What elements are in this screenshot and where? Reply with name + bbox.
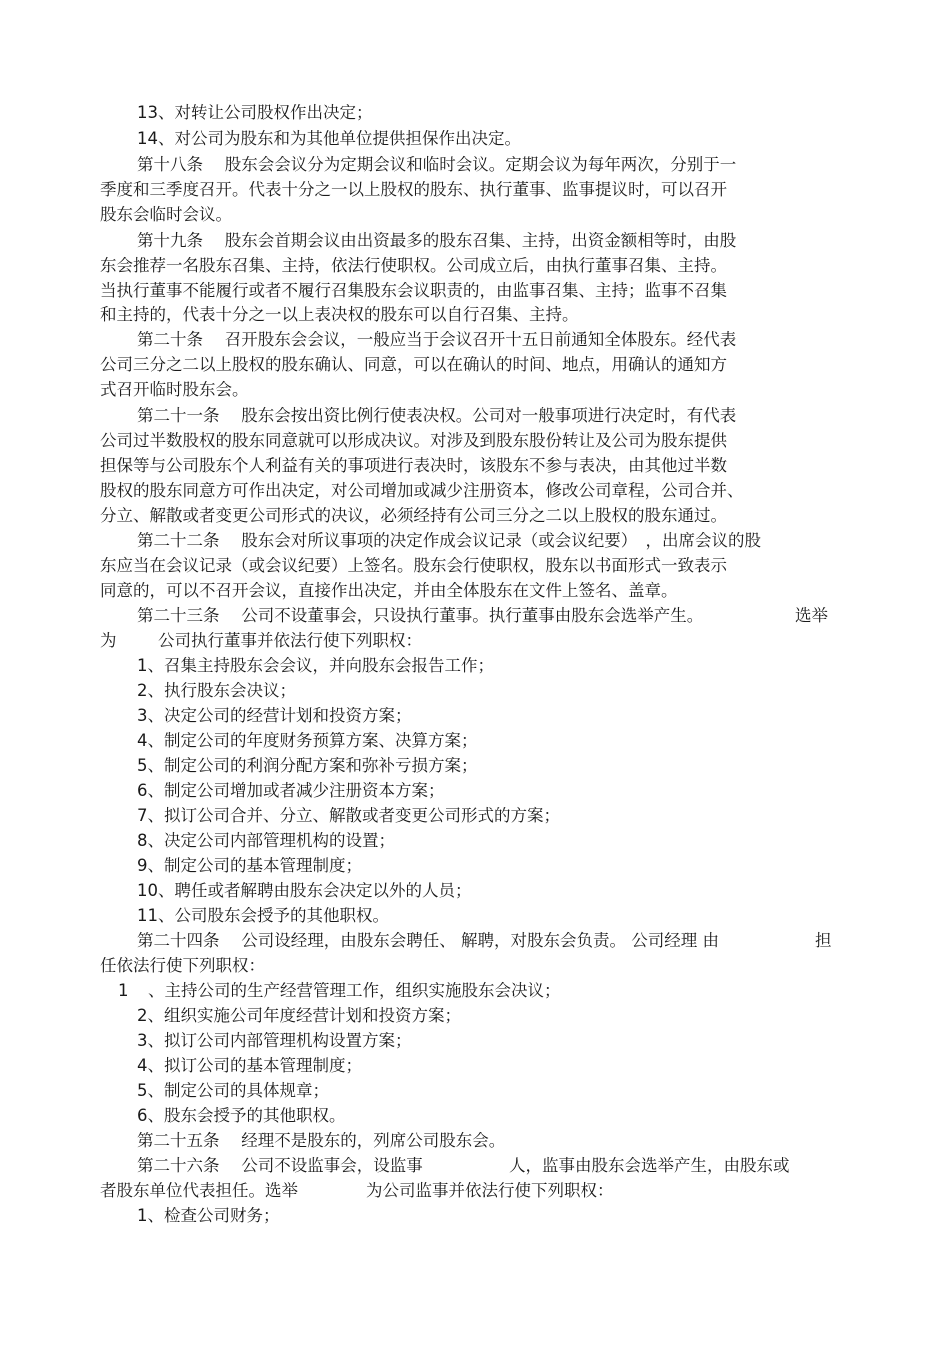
list-item: 2、执行股东会决议； — [137, 681, 296, 700]
text-line: 者股东单位代表担任。选举 — [100, 1181, 298, 1200]
text-line: 第十八条 股东会会议分为定期会议和临时会议。定期会议为每年两次，分别于一 — [137, 155, 737, 174]
text-line: 13、对转让公司股权作出决定； — [137, 103, 373, 122]
list-item: 7、拟订公司合并、分立、解散或者变更公司形式的方案； — [137, 806, 560, 825]
text-line: 同意的，可以不召开会议，直接作出决定，并由全体股东在文件上签名、盖章。 — [100, 581, 678, 600]
text-line: 担保等与公司股东个人利益有关的事项进行表决时，该股东不参与表决，由其他过半数 — [100, 456, 727, 475]
text-line: 东应当在会议记录（或会议纪要）上签名。股东会行使职权，股东以书面形式一致表示 — [100, 556, 727, 575]
text-line: 选举 — [795, 606, 828, 625]
list-item: 11、公司股东会授予的其他职权。 — [137, 906, 389, 925]
text-line: 第二十条 召开股东会会议，一般应当于会议召开十五日前通知全体股东。经代表 — [137, 330, 737, 349]
text-line: 第二十四条 公司设经理，由股东会聘任、 解聘，对股东会负责。 公司经理 由 — [137, 931, 719, 950]
list-item: 1、检查公司财务； — [137, 1206, 280, 1225]
list-item: 6、制定公司增加或者减少注册资本方案； — [137, 781, 445, 800]
list-item: 1、召集主持股东会会议，并向股东会报告工作； — [137, 656, 494, 675]
text-line: 公司三分之二以上股权的股东确认、同意，可以在确认的时间、地点，用确认的通知方 — [100, 355, 727, 374]
list-item: 6、股东会授予的其他职权。 — [137, 1106, 346, 1125]
text-line: 和主持的，代表十分之一以上表决权的股东可以自行召集、主持。 — [100, 305, 579, 324]
text-line: 任依法行使下列职权： — [100, 956, 265, 975]
text-line: 为公司监事并依法行使下列职权： — [366, 1181, 614, 1200]
list-item: 9、制定公司的基本管理制度； — [137, 856, 362, 875]
text-line: 分立、解散或者变更公司形式的决议，必须经持有公司三分之二以上股权的股东通过。 — [100, 506, 727, 525]
list-item: 4、拟订公司的基本管理制度； — [137, 1056, 362, 1075]
list-item: 5、制定公司的利润分配方案和弥补亏损方案； — [137, 756, 478, 775]
text-line: 第十九条 股东会首期会议由出资最多的股东召集、主持，出资金额相等时，由股 — [137, 231, 737, 250]
list-item: 5、制定公司的具体规章； — [137, 1081, 329, 1100]
text-line: 当执行董事不能履行或者不履行召集股东会议职责的，由监事召集、主持；监事不召集 — [100, 281, 727, 300]
text-line: 为 — [100, 631, 117, 650]
text-line: 第二十六条 公司不设监事会，设监事 — [137, 1156, 423, 1175]
text-line: 股东会临时会议。 — [100, 205, 232, 224]
text-line: 第二十五条 经理不是股东的，列席公司股东会。 — [137, 1131, 506, 1150]
text-line: 式召开临时股东会。 — [100, 380, 249, 399]
list-item-number: 1 — [118, 981, 129, 1000]
text-line: 第二十二条 股东会对所议事项的决定作成会议记录（或会议纪要） ，出席会议的股 — [137, 531, 761, 550]
list-item: 3、拟订公司内部管理机构设置方案； — [137, 1031, 412, 1050]
text-line: 14、对公司为股东和为其他单位提供担保作出决定。 — [137, 129, 521, 148]
text-line: 季度和三季度召开。代表十分之一以上股权的股东、执行董事、监事提议时，可以召开 — [100, 180, 727, 199]
text-line: 第二十三条 公司不设董事会，只设执行董事。执行董事由股东会选举产生。 — [137, 606, 704, 625]
list-item: 10、聘任或者解聘由股东会决定以外的人员； — [137, 881, 472, 900]
list-item: 8、决定公司内部管理机构的设置； — [137, 831, 395, 850]
text-line: 公司过半数股权的股东同意就可以形成决议。对涉及到股东股份转让及公司为股东提供 — [100, 431, 727, 450]
list-item: 、主持公司的生产经营管理工作，组织实施股东会决议； — [148, 981, 561, 1000]
text-line: 东会推荐一名股东召集、主持，依法行使职权。公司成立后，由执行董事召集、主持。 — [100, 256, 727, 275]
text-line: 人，监事由股东会选举产生，由股东或 — [509, 1156, 790, 1175]
text-line: 担 — [815, 931, 832, 950]
text-line: 公司执行董事并依法行使下列职权： — [158, 631, 422, 650]
list-item: 2、组织实施公司年度经营计划和投资方案； — [137, 1006, 461, 1025]
list-item: 3、决定公司的经营计划和投资方案； — [137, 706, 412, 725]
list-item: 4、制定公司的年度财务预算方案、决算方案； — [137, 731, 478, 750]
text-line: 第二十一条 股东会按出资比例行使表决权。公司对一般事项进行决定时，有代表 — [137, 406, 737, 425]
text-line: 股权的股东同意方可作出决定，对公司增加或减少注册资本，修改公司章程，公司合并、 — [100, 481, 744, 500]
